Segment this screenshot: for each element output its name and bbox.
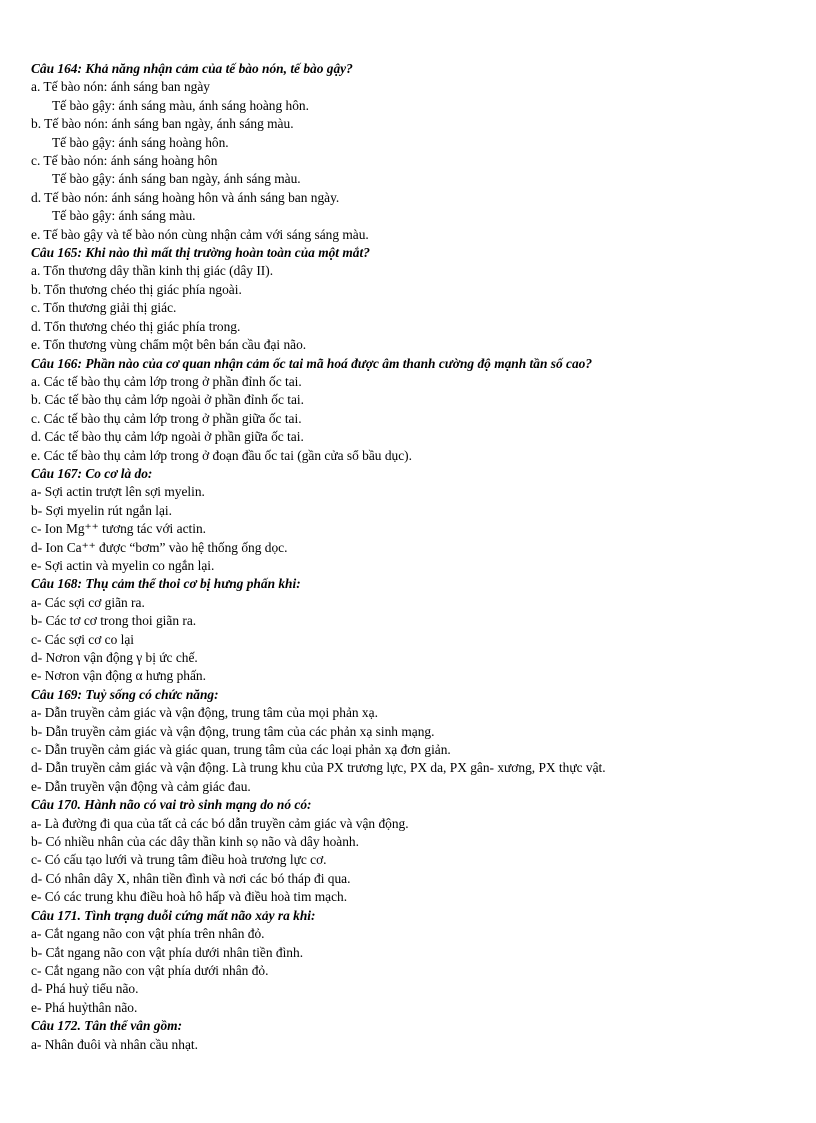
- answer-option: d- Phá huỷ tiểu não.: [31, 981, 139, 997]
- question-text: Tình trạng duỗi cứng mất não xảy ra khi:: [80, 907, 316, 923]
- answer-option: a- Các sợi cơ giãn ra.: [31, 594, 145, 610]
- answer-option: d- Nơron vận động γ bị ức chế.: [31, 650, 198, 665]
- answer-option: b. Tổn thương chéo thị giác phía ngoài.: [31, 281, 242, 297]
- answer-option: b- Các tơ cơ trong thoi giãn ra.: [31, 613, 197, 629]
- document-page: [31, 60, 801, 1054]
- question-text: Co cơ là do:: [81, 465, 153, 481]
- answer-option: e- Dẫn truyền vận động và cảm giác đau.: [31, 778, 251, 794]
- answer-option: d. Tế bào nón: ánh sáng hoàng hôn và ánh sáng ban ngày.: [31, 189, 340, 205]
- answer-option: b. Các tế bào thụ cảm lớp ngoài ở phần đỉnh ốc tai.: [31, 392, 304, 408]
- answer-option: c- Có cấu tạo lưới và trung tâm điều hoà trương lực cơ.: [31, 852, 327, 868]
- question-text: Phần nào của cơ quan nhận cảm ốc tai mã hoá được âm thanh cường độ mạnh tần số cao?: [81, 355, 593, 371]
- answer-option: a- Sợi actin trượt lên sợi myelin.: [31, 484, 205, 500]
- answer-option: d- Có nhân dây X, nhân tiền đình và nơi các bó tháp đi qua.: [31, 870, 351, 886]
- question-heading: [31, 355, 801, 373]
- answer-option: e. Các tế bào thụ cảm lớp trong ở đoạn đầu ốc tai (gần cửa sổ bầu dục).: [31, 447, 412, 463]
- question-heading: [31, 686, 801, 704]
- question-number: Câu 168:: [31, 576, 82, 592]
- answer-option: e- Có các trung khu điều hoà hô hấp và điều hoà tim mạch.: [31, 889, 348, 905]
- answer-option: c- Cắt ngang não con vật phía dưới nhân đỏ.: [31, 962, 269, 978]
- question-heading: [31, 907, 801, 925]
- question-heading: [31, 60, 801, 78]
- answer-option: c. Tổn thương giải thị giác.: [31, 300, 177, 316]
- question-text: Khi nào thì mất thị trường hoàn toàn của một mắt?: [81, 245, 370, 261]
- answer-option: c- Các sợi cơ co lại: [31, 631, 135, 647]
- answer-option: e- Phá huỷthân não.: [31, 999, 138, 1015]
- question-heading: [31, 465, 801, 483]
- answer-option: e- Sợi actin và myelin co ngắn lại.: [31, 557, 215, 573]
- answer-option: c- Ion Mg⁺⁺ tương tác với actin.: [31, 521, 207, 537]
- question-heading: [31, 796, 801, 814]
- answer-option: c- Dẫn truyền cảm giác và giác quan, trung tâm của các loại phản xạ đơn giản.: [31, 742, 451, 758]
- question-number: Câu 166:: [31, 355, 82, 371]
- question-text: Tuỷ sống có chức năng:: [81, 686, 219, 702]
- answer-option: a- Cắt ngang não con vật phía trên nhân đỏ.: [31, 926, 265, 942]
- question-number: Câu 169:: [31, 686, 82, 702]
- answer-option-continuation: Tế bào gậy: ánh sáng màu, ánh sáng hoàng hôn.: [52, 97, 309, 113]
- answer-option: b- Sợi myelin rút ngắn lại.: [31, 502, 172, 518]
- question-number: Câu 171.: [31, 907, 81, 923]
- answer-option: a. Tổn thương dây thần kinh thị giác (dây II).: [31, 263, 274, 279]
- answer-option: a- Dẫn truyền cảm giác và vận động, trung tâm của mọi phản xạ.: [31, 705, 378, 721]
- answer-option-continuation: Tế bào gậy: ánh sáng hoàng hôn.: [52, 134, 229, 150]
- answer-option: b. Tế bào nón: ánh sáng ban ngày, ánh sáng màu.: [31, 116, 294, 132]
- question-text: Tân thể vân gồm:: [80, 1018, 183, 1034]
- answer-option: e. Tế bào gậy và tế bào nón cùng nhận cảm với sáng sáng màu.: [31, 226, 369, 242]
- question-heading: [31, 1017, 801, 1035]
- answer-option: d. Các tế bào thụ cảm lớp ngoài ở phần giữa ốc tai.: [31, 429, 304, 445]
- question-text: Hành não có vai trò sinh mạng do nó có:: [80, 797, 312, 813]
- answer-option: a- Nhân đuôi và nhân cầu nhạt.: [31, 1036, 198, 1052]
- answer-option: b- Cắt ngang não con vật phía dưới nhân tiền đình.: [31, 944, 304, 960]
- question-text: Khả năng nhận cảm của tế bào nón, tế bào gậy?: [81, 61, 353, 76]
- question-heading: [31, 244, 801, 262]
- answer-option-continuation: Tế bào gậy: ánh sáng màu.: [52, 208, 196, 224]
- answer-option: a- Là đường đi qua của tất cả các bó dẫn truyền cảm giác và vận động.: [31, 815, 409, 831]
- question-number: Câu 167:: [31, 465, 82, 481]
- answer-option: e. Tổn thương vùng chẩm một bên bán cầu đại não.: [31, 337, 307, 353]
- answer-option: b- Có nhiều nhân của các dây thần kinh sọ não và dây hoành.: [31, 834, 359, 850]
- question-heading: [31, 575, 801, 593]
- answer-option: d- Ion Ca⁺⁺ được “bơm” vào hệ thống ống dọc.: [31, 539, 288, 555]
- answer-option: e- Nơron vận động α hưng phấn.: [31, 668, 206, 684]
- question-text: Thụ cảm thể thoi cơ bị hưng phấn khi:: [81, 576, 301, 592]
- question-number: Câu 164:: [31, 61, 82, 76]
- answer-option-continuation: Tế bào gậy: ánh sáng ban ngày, ánh sáng màu.: [52, 171, 301, 187]
- answer-option: a. Các tế bào thụ cảm lớp trong ở phần đỉnh ốc tai.: [31, 373, 302, 389]
- question-number: Câu 165:: [31, 245, 82, 261]
- answer-option: c. Các tế bào thụ cảm lớp trong ở phần giữa ốc tai.: [31, 410, 302, 426]
- question-number: Câu 172.: [31, 1018, 81, 1034]
- answer-option: c. Tế bào nón: ánh sáng hoàng hôn: [31, 153, 218, 169]
- answer-option: d- Dẫn truyền cảm giác và vận động. Là trung khu của PX trương lực, PX da, PX gân- xương, PX thực vật.: [31, 760, 606, 776]
- answer-option: b- Dẫn truyền cảm giác và vận động, trung tâm của các phản xạ sinh mạng.: [31, 723, 435, 739]
- answer-option: d. Tổn thương chéo thị giác phía trong.: [31, 318, 241, 334]
- question-number: Câu 170.: [31, 797, 81, 813]
- answer-option: a. Tế bào nón: ánh sáng ban ngày: [31, 79, 210, 95]
